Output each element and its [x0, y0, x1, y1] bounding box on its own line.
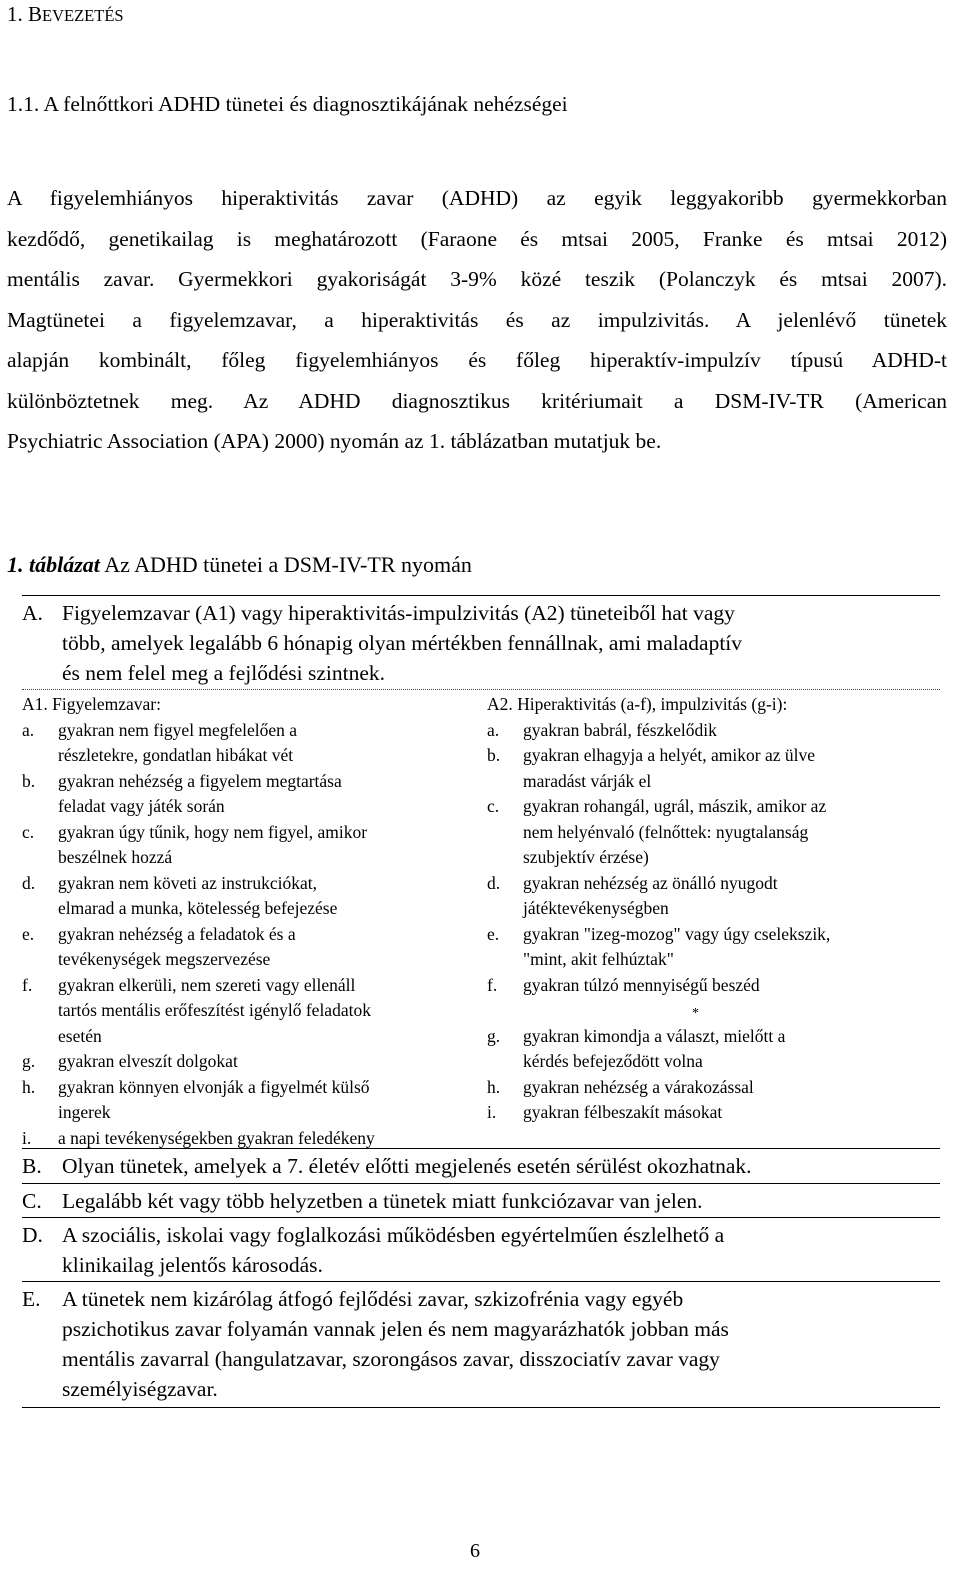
- criterion-line: mentális zavarral (hangulatzavar, szorongásos zavar, disszociatív zavar vagy: [62, 1347, 720, 1371]
- item-line: gyakran nehézség a várakozással: [523, 1076, 754, 1097]
- list-item: [487, 1100, 927, 1126]
- table-rule: [22, 1281, 940, 1282]
- list-item: [487, 794, 927, 871]
- table-caption-label: 1. táblázat: [7, 552, 100, 577]
- item-line: kérdés befejeződött volna: [523, 1051, 703, 1071]
- dotted-rule: [22, 689, 940, 690]
- item-letter: a.: [487, 719, 500, 740]
- item-letter: h.: [22, 1076, 36, 1097]
- item-line: játéktevékenységben: [523, 898, 669, 918]
- item-line: gyakran nem követi az instrukciókat,: [58, 872, 318, 893]
- list-item: [22, 973, 462, 1050]
- item-line: gyakran elkerüli, nem szereti vagy ellenáll: [58, 974, 356, 995]
- criterion-line: személyiségzavar.: [62, 1377, 218, 1401]
- list-item: [22, 1075, 462, 1126]
- criterion-line: több, amelyek legalább 6 hónapig olyan mértékben fennállnak, ami maladaptív: [62, 631, 743, 655]
- item-line: gyakran nehézség a figyelem megtartása: [58, 770, 342, 791]
- intro-paragraph: [7, 178, 947, 462]
- item-line: tevékenységek megszervezése: [58, 949, 271, 969]
- item-letter: b.: [22, 770, 36, 791]
- item-letter: f.: [487, 974, 498, 995]
- list-item: [487, 718, 927, 744]
- criterion-text: [62, 598, 932, 688]
- item-line: részletekre, gondatlan hibákat vét: [58, 745, 294, 765]
- table-rule: [22, 1183, 940, 1184]
- table-caption-text: Az ADHD tünetei a DSM-IV-TR nyomán: [99, 552, 472, 577]
- item-letter: d.: [487, 872, 501, 893]
- list-item: [22, 718, 462, 769]
- list-item: [22, 769, 462, 820]
- a1-column: [22, 692, 462, 1151]
- item-line: gyakran félbeszakít másokat: [523, 1102, 723, 1122]
- section-heading: 1.1. A felnőttkori ADHD tünetei és diagnosztikájának nehézségei: [7, 92, 568, 116]
- item-line: gyakran elveszít dolgokat: [58, 1051, 238, 1071]
- item-line: gyakran könnyen elvonják a figyelmét külső: [58, 1076, 370, 1097]
- item-line: gyakran úgy tűnik, hogy nem figyel, amikor: [58, 821, 368, 842]
- a2-column: [487, 692, 927, 1126]
- impulsivity-marker: *: [692, 1006, 699, 1021]
- list-item: [22, 871, 462, 922]
- intro-line: alapján kombinált, főleg figyelemhiányos és főleg hiperaktív-impulzív típusú ADHD-t: [7, 348, 947, 372]
- item-line: beszélnek hozzá: [58, 847, 173, 867]
- item-letter: g.: [487, 1025, 501, 1046]
- item-line: gyakran rohangál, ugrál, mászik, amikor az: [523, 796, 827, 816]
- criterion-letter: A.: [22, 601, 43, 625]
- criterion-text: [62, 1284, 932, 1404]
- intro-line: A figyelemhiányos hiperaktivitás zavar (ADHD) az egyik leggyakoribb gyermekkorban: [7, 186, 947, 210]
- list-item: [487, 922, 927, 973]
- item-line: gyakran kimondja a választ, mielőtt a: [523, 1025, 786, 1046]
- table-top-rule: [22, 595, 940, 596]
- item-letter: b.: [487, 745, 501, 765]
- list-item: [487, 973, 927, 999]
- item-letter: c.: [487, 796, 500, 816]
- item-line: tartós mentális erőfeszítést igénylő feladatok: [58, 1000, 371, 1020]
- item-letter: i.: [487, 1102, 497, 1122]
- criterion-line: A tünetek nem kizárólag átfogó fejlődési zavar, szkizofrénia vagy egyéb: [62, 1287, 684, 1311]
- criterion-letter: C.: [22, 1189, 42, 1213]
- item-line: gyakran babrál, fészkelődik: [523, 719, 717, 740]
- list-item: [487, 1024, 927, 1075]
- item-line: ingerek: [58, 1102, 111, 1122]
- item-line: "mint, akit felhúztak": [523, 949, 674, 969]
- list-item: [22, 820, 462, 871]
- intro-line: Psychiatric Association (APA) 2000) nyomán az 1. táblázatban mutatjuk be.: [7, 429, 662, 453]
- a1-header: A1. Figyelemzavar:: [22, 694, 161, 714]
- item-line: gyakran elhagyja a helyét, amikor az ülve: [523, 745, 816, 765]
- criterion-line: klinikailag jelentős károsodás.: [62, 1253, 323, 1277]
- criterion-text: [62, 1186, 932, 1216]
- list-item: [22, 922, 462, 973]
- intro-line: mentális zavar. Gyermekkori gyakoriságát 3-9% közé teszik (Polanczyk és mtsai 2007).: [7, 267, 947, 291]
- criterion-letter: B.: [22, 1154, 42, 1178]
- criterion-line: A szociális, iskolai vagy foglalkozási működésben egyértelműen észlelhető a: [62, 1223, 725, 1247]
- table-bottom-rule: [22, 1407, 940, 1408]
- list-item: [487, 871, 927, 922]
- a2-header: A2. Hiperaktivitás (a-f), impulzivitás (g-i):: [487, 694, 788, 714]
- table-rule: [22, 1217, 940, 1218]
- chapter-number: 1. B: [7, 2, 43, 26]
- chapter-heading: [7, 2, 124, 27]
- item-line: szubjektív érzése): [523, 847, 649, 867]
- chapter-title: EVEZETÉS: [42, 6, 124, 25]
- intro-line: különböztetnek meg. Az ADHD diagnosztikus kritériumait a DSM-IV-TR (American: [7, 388, 947, 413]
- item-letter: e.: [22, 923, 35, 944]
- table-rule: [22, 1148, 940, 1149]
- item-line: feladat vagy játék során: [58, 796, 225, 816]
- item-line: elmarad a munka, kötelesség befejezése: [58, 898, 338, 918]
- item-letter: h.: [487, 1076, 501, 1097]
- item-letter: d.: [22, 872, 36, 893]
- criterion-line: és nem felel meg a fejlődési szintnek.: [62, 661, 385, 685]
- page-number: 6: [470, 1540, 480, 1562]
- item-line: gyakran nehézség a feladatok és a: [58, 923, 296, 944]
- criterion-text: [62, 1220, 932, 1280]
- item-line: maradást várják el: [523, 770, 652, 791]
- item-letter: a.: [22, 719, 35, 740]
- item-line: gyakran túlzó mennyiségű beszéd: [523, 974, 760, 995]
- table-caption: [7, 552, 472, 578]
- intro-line: Magtünetei a figyelemzavar, a hiperaktivitás és az impulzivitás. A jelenlévő tünetek: [7, 307, 947, 332]
- criterion-letter: E.: [22, 1287, 41, 1311]
- item-letter: i.: [22, 1127, 32, 1148]
- criterion-letter: D.: [22, 1223, 43, 1247]
- item-letter: e.: [487, 923, 500, 944]
- item-line: gyakran nehézség az önálló nyugodt: [523, 872, 778, 893]
- list-item: [22, 1049, 462, 1075]
- list-item: [487, 743, 927, 794]
- item-line: esetén: [58, 1025, 102, 1046]
- item-line: a napi tevékenységekben gyakran feledékeny: [58, 1127, 375, 1148]
- item-line: nem helyénvaló (felnőttek: nyugtalanság: [523, 821, 809, 842]
- intro-line: kezdődő, genetikailag is meghatározott (Faraone és mtsai 2005, Franke és mtsai 2012): [7, 226, 947, 251]
- item-line: gyakran nem figyel megfelelően a: [58, 719, 298, 740]
- criterion-line: Legalább két vagy több helyzetben a tünetek miatt funkciózavar van jelen.: [62, 1189, 703, 1213]
- criterion-line: Figyelemzavar (A1) vagy hiperaktivitás-impulzivitás (A2) tüneteiből hat vagy: [62, 601, 735, 625]
- item-letter: g.: [22, 1051, 36, 1071]
- criterion-line: pszichotikus zavar folyamán vannak jelen és nem magyarázhatók jobban más: [62, 1317, 729, 1341]
- criterion-text: [62, 1151, 932, 1181]
- item-line: gyakran "izeg-mozog" vagy úgy cselekszik,: [523, 923, 831, 944]
- list-item: [487, 1075, 927, 1101]
- criterion-line: Olyan tünetek, amelyek a 7. életév előtti megjelenés esetén sérülést okozhatnak.: [62, 1154, 752, 1178]
- item-letter: c.: [22, 821, 35, 842]
- item-letter: f.: [22, 974, 33, 995]
